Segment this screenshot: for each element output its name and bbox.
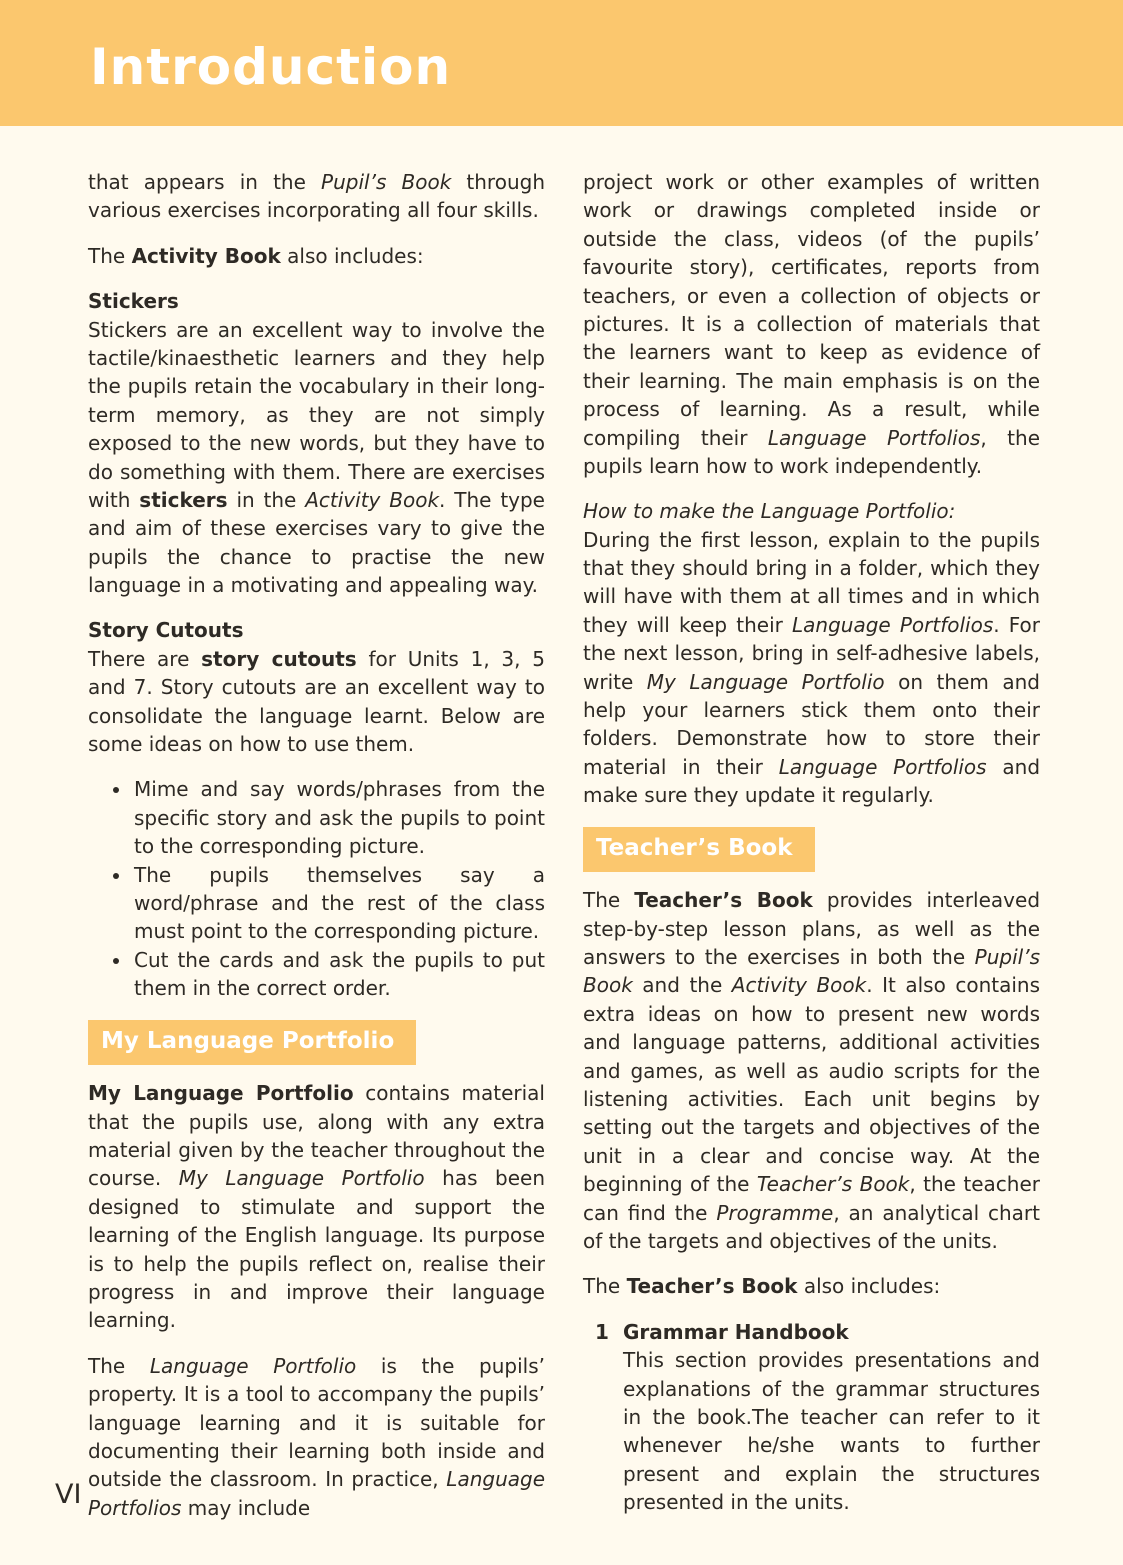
page-number: VI bbox=[55, 1479, 82, 1510]
section-banner: My Language Portfolio bbox=[88, 1020, 416, 1066]
text-segment: My Language Portfolio bbox=[178, 1166, 425, 1191]
page-title: Introduction bbox=[90, 38, 452, 96]
text-segment: My Language Portfolio bbox=[646, 669, 885, 694]
text-segment: is the pupils’ property. It is a tool to accompany the pupils’ language learning and it is suitable for documenting their learning both inside and outside the classroom. In practice, bbox=[88, 1353, 545, 1492]
paragraph bbox=[583, 168, 1040, 480]
text-segment: There are bbox=[88, 646, 202, 671]
section-banner-row bbox=[583, 827, 1040, 873]
text-segment: . The type and aim of these exercises vary to give the pupils the chance to practise the new language in a motivating and appealing way. bbox=[88, 487, 545, 598]
text-segment: Mime and say words/phrases from the specific story and ask the pupils to point to the corresponding picture. bbox=[134, 777, 545, 859]
paragraph bbox=[88, 1079, 545, 1335]
text-segment: The bbox=[88, 1353, 150, 1378]
text-segment: project work or other examples of written work or drawings completed inside or outside the class, videos (of the pupils’ favourite story), certificates, reports from teachers, or even a collection of objects or pictures. It is a collection of materials that the learners want to keep as evidence of their learning. The main emphasis is on the process of learning. As a result, while compiling their bbox=[583, 170, 1040, 450]
text-segment: Teacher’s Book bbox=[634, 888, 813, 913]
text-segment: The bbox=[583, 1274, 627, 1299]
text-segment: Activity Book bbox=[305, 487, 440, 512]
text-segment: Teacher’s Book bbox=[626, 1274, 798, 1299]
text-segment: Pupil’s Book bbox=[321, 170, 452, 194]
text-segment: through various exercises incorporating all four skills. bbox=[88, 170, 545, 223]
text-segment: Cut the cards and ask the pupils to put them in the correct order. bbox=[134, 947, 545, 1001]
text-segment: in the bbox=[227, 487, 306, 512]
right-column bbox=[583, 168, 1040, 1539]
text-segment: . It also contains extra ideas on how to present new words and language patterns, additional activities and games, as well as audio scripts for the listening activities. Each unit begins by setting out the targets and objectives of the unit in a clear and concise way. At the beginning of the bbox=[583, 973, 1041, 1197]
text-segment: Language Portfolios bbox=[778, 754, 987, 779]
text-segment: Pupil’s Book bbox=[583, 945, 1040, 998]
text-segment: , the pupils learn how to work independently. bbox=[583, 425, 1040, 478]
left-column bbox=[88, 168, 545, 1539]
text-segment: may include bbox=[181, 1495, 311, 1520]
bullet-item bbox=[132, 946, 545, 1003]
paragraph bbox=[583, 886, 1040, 1255]
numbered-item-body bbox=[623, 1318, 1040, 1517]
text-segment: My Language Portfolio bbox=[88, 1081, 354, 1106]
text-segment: During the first lesson, explain to the pupils that they should bring in a folder, which they will have with them at all times and in which they will keep their bbox=[583, 527, 1040, 637]
text-segment: Teacher’s Book bbox=[756, 1172, 910, 1197]
text-segment: Language Portfolio bbox=[149, 1353, 357, 1378]
text-segment: . For the next lesson, bring in self-adhesive labels, write bbox=[583, 612, 1041, 694]
paragraph bbox=[88, 1352, 545, 1522]
text-segment: Programme bbox=[716, 1200, 834, 1225]
text-segment: contains material that the pupils use, along with any extra material given by the teacher throughout the course. bbox=[88, 1081, 545, 1191]
section-banner-row bbox=[88, 1020, 545, 1066]
header-band bbox=[0, 0, 1123, 126]
text-segment: also includes: bbox=[280, 243, 424, 268]
text-segment: on them and help your learners stick them onto their folders. Demonstrate how to store their material in their bbox=[583, 669, 1040, 779]
text-segment: Story Cutouts bbox=[88, 618, 244, 643]
text-segment: , the teacher can find the bbox=[583, 1172, 1040, 1225]
section-subheading bbox=[88, 287, 545, 315]
numbered-item-title bbox=[623, 1318, 1040, 1346]
paragraph bbox=[583, 526, 1040, 810]
text-segment: also includes: bbox=[797, 1274, 941, 1299]
text-segment: Stickers are an excellent way to involve the tactile/kinaesthetic learners and they help the pupils retain the vocabulary in their long-term memory, as they are not simply exposed to the new words, but they have to do something with them. There are exercises with bbox=[88, 317, 545, 512]
text-segment: and make sure they update it regularly. bbox=[583, 754, 1041, 808]
section-subheading bbox=[88, 616, 545, 644]
numbered-item-text bbox=[623, 1346, 1040, 1516]
paragraph bbox=[88, 168, 545, 225]
text-segment: Activity Book bbox=[731, 973, 867, 998]
text-segment: The pupils themselves say a word/phrase and the rest of the class must point to the corresponding picture. bbox=[134, 862, 545, 944]
text-segment: for Units 1, 3, 5 and 7. Story cutouts are an excellent way to consolidate the language learnt. Below are some ideas on how to use them. bbox=[88, 646, 545, 757]
text-segment: Stickers bbox=[88, 289, 179, 314]
text-segment: How to make the Language Portfolio: bbox=[583, 499, 956, 524]
bullet-item bbox=[132, 861, 545, 946]
bullet-item bbox=[132, 775, 545, 860]
text-segment: has been designed to stimulate and support the learning of the English language. Its purpose is to help the pupils reflect on, realise their progress in and improve their language learning. bbox=[88, 1166, 546, 1333]
numbered-item bbox=[595, 1318, 1040, 1517]
text-segment: Language Portfolios bbox=[88, 1467, 545, 1520]
page-content bbox=[88, 168, 1040, 1539]
text-segment: Language Portfolios bbox=[767, 425, 981, 450]
text-segment: and the bbox=[632, 973, 732, 998]
bullet-list bbox=[88, 775, 545, 1002]
paragraph bbox=[88, 242, 545, 270]
section-subheading bbox=[583, 497, 1040, 525]
text-segment: stickers bbox=[139, 487, 228, 512]
paragraph bbox=[583, 1272, 1040, 1300]
paragraph bbox=[88, 645, 545, 759]
text-segment: The bbox=[583, 888, 635, 913]
text-segment: that appears in the bbox=[88, 170, 322, 194]
text-segment: Activity Book bbox=[131, 243, 281, 268]
text-segment: Language Portfolios bbox=[792, 612, 994, 637]
text-segment: story cutouts bbox=[201, 646, 357, 671]
section-banner: Teacher’s Book bbox=[583, 827, 815, 873]
numbered-item-number: 1 bbox=[595, 1319, 609, 1344]
paragraph bbox=[88, 316, 545, 600]
text-segment: This section provides presentations and explanations of the grammar structures in the book.The teacher can refer to it whenever he/she wants to further present and explain the structures presented in the units. bbox=[623, 1348, 1040, 1515]
text-segment: Grammar Handbook bbox=[623, 1319, 849, 1344]
text-segment: , an analytical chart of the targets and objectives of the units. bbox=[583, 1200, 1040, 1253]
text-segment: provides interleaved step-by-step lesson plans, as well as the answers to the exercises in both the bbox=[583, 888, 1041, 970]
text-segment: The bbox=[88, 243, 132, 268]
